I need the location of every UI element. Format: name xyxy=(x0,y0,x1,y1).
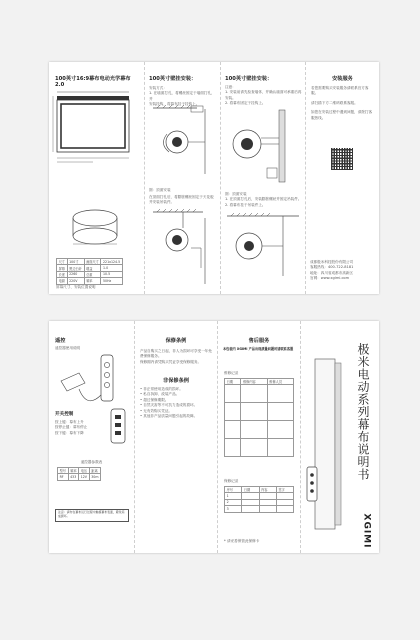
cover-title: 极米电动系列幕布说明书 xyxy=(356,343,370,481)
table-cell: 电压 xyxy=(79,468,90,474)
table-cell: 433 xyxy=(68,474,79,480)
table-row xyxy=(58,474,101,480)
step-line: 安装方式： xyxy=(149,86,167,90)
control-line: 按上键：幕布上升 xyxy=(55,420,84,424)
table-row xyxy=(225,506,294,512)
table-cell xyxy=(241,403,267,421)
table-cell xyxy=(267,403,293,421)
table-cell: 50Hz xyxy=(101,278,122,284)
remote-control-icon xyxy=(109,407,129,447)
table-cell: 画面尺寸 xyxy=(84,259,101,265)
table-cell: 维修人员 xyxy=(267,379,293,385)
table-title: 维修记录 xyxy=(224,371,239,375)
service-paragraph: 若您需要购买安装服务请联系官方客服。 xyxy=(311,86,369,96)
table-cell: 2 xyxy=(225,499,242,505)
qr-code-icon[interactable] xyxy=(331,148,353,170)
note-line: 图：顶面安装 xyxy=(225,192,247,196)
control-line: 按下键：幕布下降 xyxy=(55,430,84,435)
list-item: • 无有效购买凭证。 xyxy=(140,408,173,413)
table-cell xyxy=(267,439,293,457)
table-cell: 1.0 xyxy=(101,265,122,271)
panel-title: 100英寸壁挂安装： xyxy=(149,76,197,82)
ceiling-detail-diagram xyxy=(223,212,303,282)
note-line: 1. 安装前请先检查墙体，并确认墙面可承重后再安装。 xyxy=(225,90,302,100)
table-cell: 长度 xyxy=(57,271,68,277)
panel-cover xyxy=(301,321,379,553)
table-title: 保修记录 xyxy=(224,479,239,483)
section-title: 开关控制 xyxy=(55,412,74,417)
table-cell: 10.5 xyxy=(101,271,122,277)
screen-illustration xyxy=(305,357,355,537)
table-cell xyxy=(241,385,267,403)
table-cell xyxy=(241,421,267,439)
note-line: 1. 在顶面打孔后，安装膨胀螺丝并固定吊装件。 xyxy=(225,197,302,202)
table-cell xyxy=(242,506,259,512)
table-cell: 日期 xyxy=(242,487,259,493)
table-cell: 维修内容 xyxy=(241,379,267,385)
table-cell: 序号 xyxy=(225,487,242,493)
ceiling-notes xyxy=(225,192,303,208)
list-item: • 超过保修期限。 xyxy=(140,397,169,402)
panel-footer: * 请妥善保管此保修卡 xyxy=(224,539,260,543)
service-paragraph: 如您在安装过程中遇到问题，请拨打客服热线。 xyxy=(311,110,373,120)
list-item: • 非正常使用造成的损坏。 xyxy=(140,387,183,391)
non-warranty-list xyxy=(140,387,212,419)
spec-table xyxy=(56,258,123,285)
panel-after-sales xyxy=(218,321,300,553)
note-line: 注意： xyxy=(225,85,236,89)
table-cell: 3 xyxy=(225,506,242,512)
panel-title: 保修条例 xyxy=(165,338,187,344)
warranty-paragraph: 产品自购买之日起，非人为损坏可享受一年免费保修服务。 xyxy=(140,349,212,359)
table-cell: 签字 xyxy=(276,487,293,493)
table-cell: 电源 xyxy=(57,278,68,284)
table-row xyxy=(225,439,294,457)
panel-title: 售后服务 xyxy=(248,338,270,344)
note-line: 2. 将幕布固定于挂钩上。 xyxy=(225,101,266,106)
table-cell: 增益 xyxy=(84,265,101,271)
table-cell xyxy=(267,385,293,403)
table-cell: 100寸 xyxy=(67,259,84,265)
table-cell: 221x124.5 xyxy=(101,259,122,265)
wall-mount-diagram xyxy=(147,104,217,184)
step2-caption: 图：顶面安装 xyxy=(149,188,171,192)
ceiling-steps xyxy=(149,195,215,206)
footer-line: 地址：四川省成都市高新区 xyxy=(310,270,354,275)
warranty-text xyxy=(140,349,212,365)
table-cell: 220V xyxy=(67,278,84,284)
list-item: • 自然灾害等不可抗力造成的损坏。 xyxy=(140,403,198,408)
footer-line: 成都极米科技股份有限公司 xyxy=(310,260,354,264)
table-cell: 2260 xyxy=(67,271,84,277)
instruction-sheet-top xyxy=(49,62,379,294)
instruction-sheet-bottom xyxy=(49,321,379,553)
footer-line: 官网：www.xgimi.com xyxy=(310,276,350,281)
step-line: 安装挂钩，将幕布挂于挂钩上。 xyxy=(149,102,200,107)
step-line: 1. 在墙面打孔，将螺丝固定于墙面打孔，并 xyxy=(149,91,215,101)
table-cell: 尺寸 xyxy=(57,259,68,265)
list-item: • 私自拆卸、改装产品。 xyxy=(140,392,180,397)
table-cell xyxy=(259,506,276,512)
panel-screen-spec xyxy=(49,62,144,294)
table-cell xyxy=(241,439,267,457)
install-notes xyxy=(225,85,303,107)
table-cell xyxy=(225,403,241,421)
warranty-paragraph: 保修期内请凭购买凭证享受保修服务。 xyxy=(140,359,202,364)
panel-wall-install xyxy=(145,62,220,294)
panel-title: 遥控 xyxy=(55,338,66,344)
brand-logo: XGIMI xyxy=(361,513,372,549)
table-cell xyxy=(276,506,293,512)
table-cell: 1 xyxy=(225,493,242,499)
table-row xyxy=(225,403,294,421)
panel-install-service xyxy=(306,62,379,294)
table-cell: 距离 xyxy=(89,468,100,474)
table-cell: 12V xyxy=(79,474,90,480)
panel-title: 安装服务 xyxy=(332,76,353,82)
note-line: 2. 将幕布挂于吊装件上。 xyxy=(225,202,266,207)
panel-title: 100英寸壁挂安装： xyxy=(225,76,273,82)
panel-warranty xyxy=(135,321,217,553)
table-row xyxy=(57,278,123,284)
table-cell xyxy=(225,439,241,457)
control-lines xyxy=(55,420,103,436)
table-row xyxy=(225,421,294,439)
after-sales-banner: 本包装内 XGIMI 产品出现质量问题时请联系客服 xyxy=(223,347,294,351)
service-text xyxy=(311,86,375,121)
screen-front-diagram xyxy=(51,90,141,190)
table-cell: 总重 xyxy=(84,271,101,277)
list-item: • 其他非产品质量问题引起的故障。 xyxy=(140,414,198,419)
footer-line: 客服热线：400-722-8181 xyxy=(310,265,354,270)
panel-title: 100英寸16:9幕布电动光学幕布2.0 xyxy=(55,76,131,88)
table-cell xyxy=(225,385,241,403)
table-cell: 型号 xyxy=(58,468,69,474)
table-cell: 频率 xyxy=(68,468,79,474)
table-row xyxy=(225,385,294,403)
control-line: 按停止键：幕布停止 xyxy=(55,425,88,430)
screen-side-diagram xyxy=(55,202,135,252)
ceiling-mount-diagram xyxy=(147,208,217,288)
repair-record-table xyxy=(224,378,294,457)
step-line: 在顶面打孔后，将膨胀螺丝固定于天花板 xyxy=(149,195,214,199)
panel-subtitle: 遥控器使用说明 xyxy=(55,346,81,350)
section-title: 非保修条例 xyxy=(163,378,189,384)
step-line: 并安装吊装件。 xyxy=(149,200,175,205)
table-cell xyxy=(225,421,241,439)
spec-caption: 屏幕尺寸、安装位置说明 xyxy=(56,285,96,289)
company-footer xyxy=(310,260,378,282)
table-cell: 黑边白纤 xyxy=(67,265,84,271)
table-cell: RF xyxy=(58,474,69,480)
warning-text: 注意：请勿在幕布运行过程中触摸幕布表面，避免造成损坏。 xyxy=(58,510,125,518)
bracket-detail-diagram xyxy=(223,106,303,186)
table-cell xyxy=(267,421,293,439)
table-caption: 遥控器参数表 xyxy=(80,460,103,464)
remote-spec-table xyxy=(57,467,101,481)
table-cell: 内容 xyxy=(259,487,276,493)
panel-wall-install-detail xyxy=(221,62,305,294)
service-paragraph: 请扫描下方二维码联系客服。 xyxy=(311,100,358,105)
warning-box xyxy=(55,509,129,522)
table-cell: 30m xyxy=(89,474,100,480)
table-cell: 频率 xyxy=(84,278,101,284)
panel-remote xyxy=(49,321,134,553)
warranty-record-table xyxy=(224,486,294,513)
table-cell: 屏幕 xyxy=(57,265,68,271)
table-cell: 日期 xyxy=(225,379,241,385)
